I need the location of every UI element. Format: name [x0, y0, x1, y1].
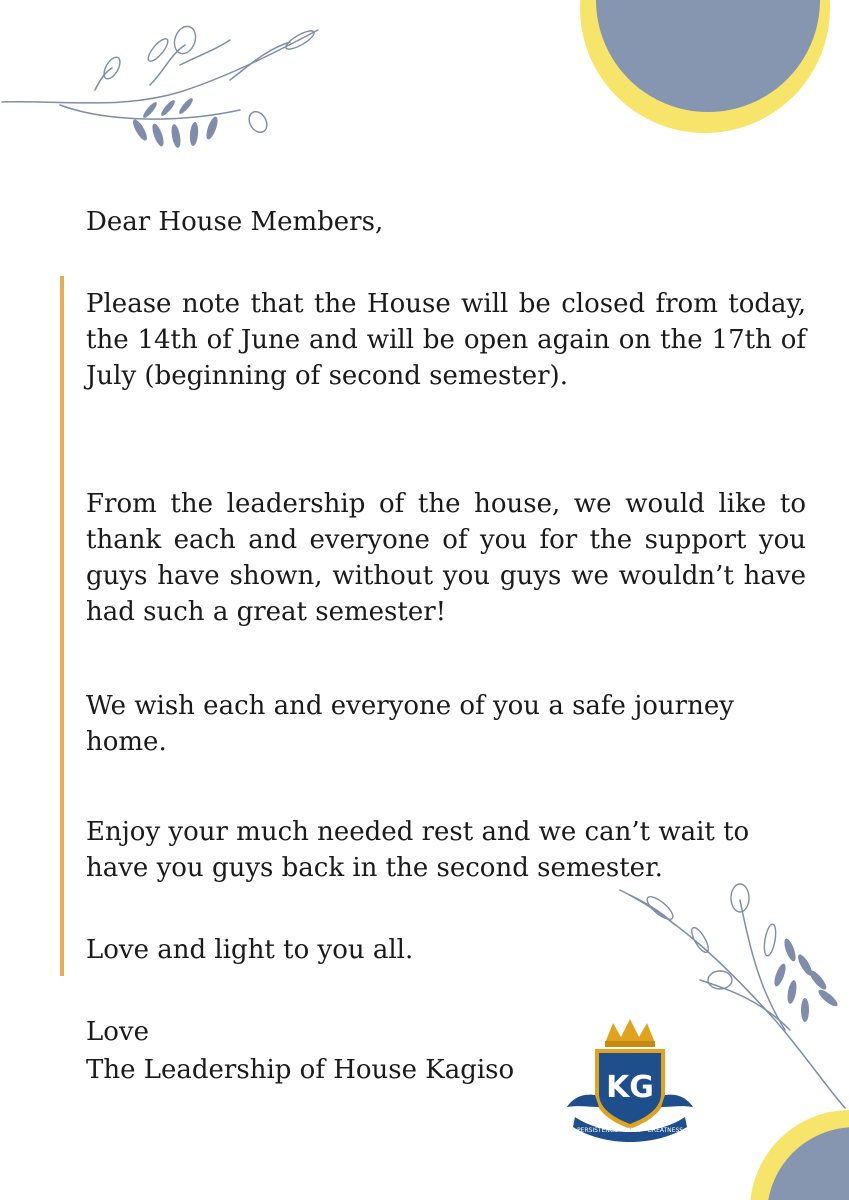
salutation: Dear House Members,: [86, 207, 384, 237]
paragraph-closure-notice: Please note that the House will be closed from today, the 14th of June and will be open again on the 17th of July (beginning of second semester).: [86, 289, 806, 391]
signature: The Leadership of House Kagiso: [86, 1055, 515, 1085]
logo-motto: PERSISTENCE · UNITY · GREATNESS: [576, 1127, 684, 1134]
floral-branch-icon: [600, 880, 849, 1110]
paragraph-thanks: From the leadership of the house, we would like to thank each and everyone of you for the support you guys have shown, without you guys we wouldn’t have had such a great semester!: [86, 489, 806, 627]
floral-branch-icon: [0, 10, 330, 160]
closing: Love: [86, 1017, 149, 1047]
corner-circle-decoration: [560, 0, 849, 135]
corner-circle-decoration: [700, 1110, 849, 1200]
accent-bar: [60, 276, 64, 976]
logo-initials: KG: [606, 1070, 654, 1105]
paragraph-safe-journey: We wish each and everyone of you a safe journey home.: [86, 691, 734, 757]
paragraph-rest: Enjoy your much needed rest and we can’t wait to have you guys back in the second semester.: [86, 817, 750, 883]
paragraph-love-light: Love and light to you all.: [86, 935, 414, 965]
